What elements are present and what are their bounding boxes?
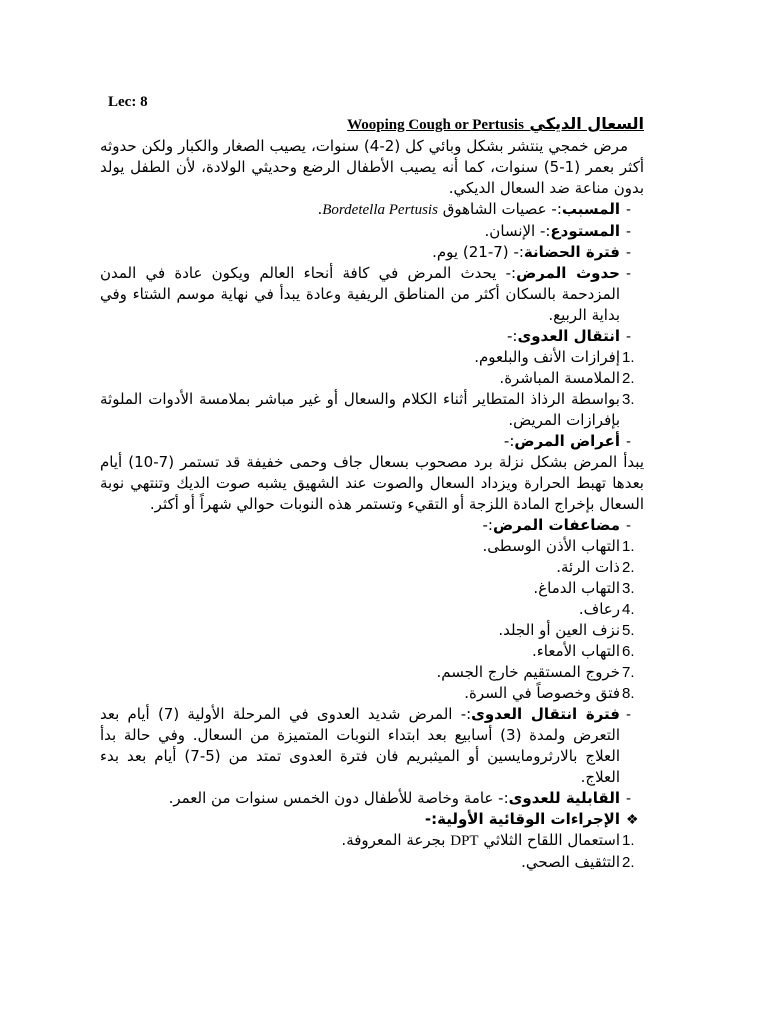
- transmission-sep: :-: [506, 327, 518, 345]
- susceptibility-sep: :-: [498, 789, 509, 807]
- bullet-marker: -: [626, 706, 631, 723]
- prevention-heading: [100, 809, 644, 830]
- list-item: [100, 578, 644, 599]
- complications-sep: :-: [482, 516, 493, 534]
- list-number: 1.: [622, 349, 635, 366]
- susceptibility-item: [100, 788, 644, 809]
- symptoms-paragraph: يبدأ المرض بشكل نزلة برد مصحوب بسعال جاف وحمى خفيفة قد تستمر (7-10) أيام بعدها تهبط الحرارة ويزداد السعال والصوت عند الشهيق يشبه صوت الديك وتنتهي نوبة السعال بإخراج المادة اللزجة أو التقيء وتستمر هذه النوبات حوالي شهراً أو أكثر.: [100, 453, 644, 513]
- page-title: [347, 114, 644, 134]
- infectious-period-label: فترة انتقال العدوى: [471, 705, 620, 723]
- list-item: [100, 557, 644, 578]
- cause-latin: Bordetella Pertusis: [322, 202, 438, 218]
- list-number: 1.: [622, 538, 635, 555]
- list-item-text: الملامسة المباشرة.: [499, 369, 620, 387]
- incubation-item: [100, 242, 644, 263]
- list-item: [100, 620, 644, 641]
- incubation-text: (7-21) يوم.: [432, 243, 509, 261]
- list-number: 5.: [622, 622, 635, 639]
- reservoir-item: [100, 221, 644, 242]
- susceptibility-label: القابلية للعدوى: [508, 789, 620, 807]
- list-number: 3.: [622, 391, 635, 408]
- reservoir-text: الإنسان.: [484, 222, 536, 240]
- incubation-label: فترة الحضانة: [523, 243, 620, 261]
- list-number: 2.: [622, 370, 635, 387]
- list-item: [100, 662, 644, 683]
- occurrence-item: [100, 263, 644, 326]
- list-item: [100, 852, 644, 873]
- list-item-text: التهاب الأمعاء.: [531, 642, 620, 660]
- occurrence-text: يحدث المرض في كافة أنحاء العالم ويكون عادة في المدن المزدحمة بالسكان أكثر من المناطق الريفية وعادة يبدأ في نهاية موسم الشتاء وفي بداية الربيع.: [100, 264, 620, 324]
- list-item-text: رعاف.: [578, 600, 620, 618]
- symptoms-sep: :-: [503, 432, 515, 450]
- title-english: Wooping Cough or Pertusis: [347, 117, 524, 133]
- bullet-marker: -: [626, 244, 631, 261]
- bullet-marker: -: [626, 201, 631, 218]
- list-number: 8.: [622, 685, 635, 702]
- list-item-text: التثقيف الصحي.: [521, 853, 620, 871]
- bullet-marker: -: [626, 790, 631, 807]
- cause-item: [100, 199, 644, 221]
- list-item-text: ذات الرئة.: [556, 558, 620, 576]
- list-item-text: إفرازات الأنف والبلعوم.: [474, 348, 620, 366]
- list-item-text: التهاب الأذن الوسطى.: [482, 537, 620, 555]
- cause-end: .: [317, 200, 323, 218]
- list-item: [100, 536, 644, 557]
- list-item: [100, 641, 644, 662]
- list-item: [100, 830, 644, 852]
- reservoir-label: المستودع: [550, 222, 620, 240]
- bullet-marker: -: [626, 517, 631, 534]
- reservoir-sep: :-: [539, 222, 551, 240]
- complications-heading: [100, 515, 644, 536]
- intro-paragraph: مرض خمجي ينتشر بشكل وبائي كل (2-4) سنوات، يصيب الصغار والكبار ولكن حدوثه أكثر بعمر (1-5) سنوات، كما أنه يصيب الأطفال الرضع وحديثي الولادة، لأن الطفل يولد بدون مناعة ضد السعال الديكي.: [100, 137, 645, 197]
- list-item-text: فتق وخصوصاً في السرة.: [464, 684, 620, 702]
- occurrence-label: حدوث المرض: [516, 264, 620, 282]
- lecture-number: Lec: 8: [108, 94, 148, 110]
- list-number: 1.: [622, 832, 635, 849]
- cause-text: عصيات الشاهوق: [442, 200, 547, 218]
- list-number: 6.: [622, 643, 635, 660]
- occurrence-sep: :-: [505, 264, 517, 282]
- list-item-text: خروج المستقيم خارج الجسم.: [436, 663, 620, 681]
- list-item: [100, 683, 644, 704]
- list-number: 4.: [622, 601, 635, 618]
- list-number: 2.: [622, 854, 635, 871]
- list-item-text: نزف العين أو الجلد.: [498, 621, 620, 639]
- list-item: [100, 389, 644, 431]
- list-item: [100, 368, 644, 389]
- list-item-text: التهاب الدماغ.: [533, 579, 620, 597]
- bullet-marker: -: [626, 265, 631, 282]
- prevention-label: الإجراءات الوقائية الأولية:-: [424, 810, 620, 828]
- infectious-period-text: المرض شديد العدوى في المرحلة الأولية (7) أيام بعد التعرض ولمدة (3) أسابيع بعد ابتداء النوبات المتميزة من السعال. وفي حالة بدأ العلاج بالارثرومايسين أو الميثبريم فان فترة العدوى تمتد من (5-7) أيام بعد بدء العلاج.: [100, 705, 620, 786]
- complications-label: مضاعفات المرض: [492, 516, 620, 534]
- susceptibility-text: عامة وخاصة للأطفال دون الخمس سنوات من العمر.: [168, 789, 494, 807]
- transmission-label: انتقال العدوى: [517, 327, 620, 345]
- list-item-text: استعمال اللقاح الثلاثي: [483, 831, 620, 849]
- symptoms-heading: [100, 431, 644, 452]
- title-arabic: السعال الديكي: [529, 114, 644, 133]
- list-number: 2.: [622, 559, 635, 576]
- diamond-bullet-icon: ❖: [626, 811, 639, 827]
- list-item-text-end: بجرعة المعروفة.: [341, 831, 446, 849]
- incubation-sep: :-: [513, 243, 524, 261]
- list-item: [100, 599, 644, 620]
- transmission-heading: [100, 326, 644, 347]
- bullet-marker: -: [626, 223, 631, 240]
- list-number: 3.: [622, 580, 635, 597]
- infectious-period-sep: :-: [460, 705, 472, 723]
- cause-sep: :-: [551, 200, 562, 218]
- vaccine-code: DPT: [450, 833, 479, 849]
- list-item: [100, 347, 644, 368]
- infectious-period-item: [100, 704, 644, 788]
- symptoms-label: أعراض المرض: [514, 432, 620, 450]
- list-number: 7.: [622, 664, 635, 681]
- lecture-body: [100, 136, 644, 873]
- bullet-marker: -: [626, 328, 631, 345]
- list-item-text: بواسطة الرذاذ المتطاير أثناء الكلام والسعال أو غير مباشر بملامسة الأدوات الملوثة بإفرازات المريض.: [100, 390, 620, 429]
- cause-label: المسبب: [561, 200, 620, 218]
- bullet-marker: -: [626, 433, 631, 450]
